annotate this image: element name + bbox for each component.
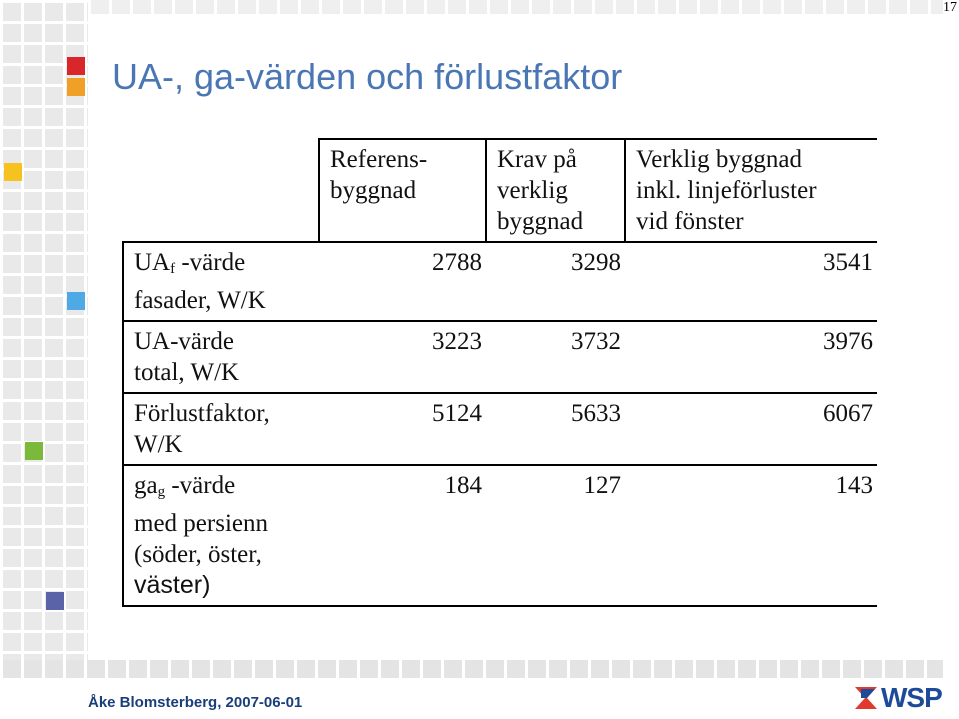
footer-author: Åke Blomsterberg, 2007-06-01 <box>88 694 303 711</box>
decorative-grid-top <box>88 0 943 14</box>
row-label-gag: $ga_g$ -värde med persienn (söder, öster, väster) <box>123 465 319 606</box>
decorative-grid-left <box>0 0 88 660</box>
values-table <box>122 138 877 607</box>
cell-value: 184 <box>319 465 486 606</box>
row-label-uaf: $UA_f$ -värde fasader, W/K <box>123 242 319 321</box>
cell-value: 5124 <box>319 393 486 465</box>
decorative-grid-bottom <box>0 660 943 678</box>
cell-value: 3732 <box>486 321 625 393</box>
column-header-reference: Referens- byggnad <box>319 139 486 242</box>
table-row <box>123 242 877 321</box>
cell-value: 3223 <box>319 321 486 393</box>
column-header-requirement: Krav på verklig byggnad <box>486 139 625 242</box>
cell-value: 6067 <box>625 393 877 465</box>
table-header-row <box>123 139 877 242</box>
decorative-square-green <box>25 442 43 460</box>
cell-value: 3541 <box>625 242 877 321</box>
column-header-actual: Verklig byggnad inkl. linjeförluster vid fönster <box>625 139 877 242</box>
page-number: 17 <box>943 0 957 15</box>
decorative-square-yellow <box>4 163 22 181</box>
decorative-square-red <box>67 57 85 75</box>
slide-title: UA-, ga-värden och förlustfaktor <box>112 56 623 97</box>
table-row <box>123 465 877 606</box>
cell-value: 143 <box>625 465 877 606</box>
table-corner-cell <box>123 139 319 242</box>
wsp-logo <box>853 683 942 713</box>
decorative-square-purple <box>46 592 64 610</box>
cell-value: 3298 <box>486 242 625 321</box>
table-row <box>123 393 877 465</box>
table-row <box>123 321 877 393</box>
row-label-loss-factor: Förlustfaktor, W/K <box>123 393 319 465</box>
decorative-square-blue <box>67 292 85 310</box>
cell-value: 127 <box>486 465 625 606</box>
row-label-ua-total: UA-värde total, W/K <box>123 321 319 393</box>
wsp-logo-icon <box>853 685 879 711</box>
decorative-square-orange <box>67 78 85 96</box>
cell-value: 3976 <box>625 321 877 393</box>
wsp-logo-text: WSP <box>881 682 942 713</box>
cell-value: 2788 <box>319 242 486 321</box>
cell-value: 5633 <box>486 393 625 465</box>
